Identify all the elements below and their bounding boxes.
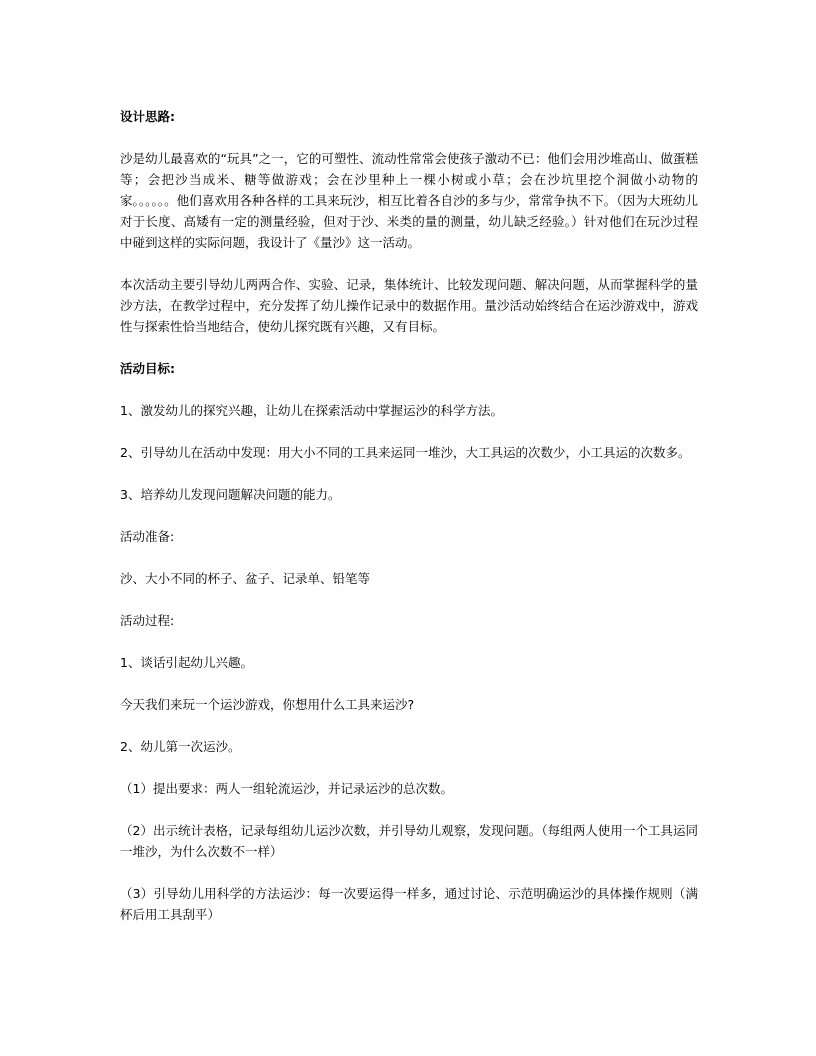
- process-step-1-text: 今天我们来玩一个运沙游戏，你想用什么工具来运沙?: [120, 697, 415, 712]
- goal-item-1: 1、激发幼儿的探究兴趣，让幼儿在探索活动中掌握运沙的科学方法。: [120, 403, 503, 418]
- process-step-1: 1、谈话引起幼儿兴趣。: [120, 655, 253, 670]
- process-step-2: 2、幼儿第一次运沙。: [120, 739, 241, 754]
- process-step-2-b: （2）出示统计表格，记录每组幼儿运沙次数，并引导幼儿观察，发现问题。（每组两人使用一个工具运同一堆沙，为什么次数不一样）: [120, 823, 698, 859]
- design-paragraph-1: 沙是幼儿最喜欢的“玩具”之一，它的可塑性、流动性常常会使孩子激动不已：他们会用沙堆高山、做蛋糕等；会把沙当成米、糖等做游戏；会在沙里种上一棵小树或小草；会在沙坑里挖个洞做小动物的家。。。。。。他们喜欢用各种各样的工具来玩沙，相互比着各自沙的多与少，常常争执不下。（因为大班幼儿对于长度、高矮有一定的测量经验，但对于沙、米类的量的测量，幼儿缺乏经验。）针对他们在玩沙过程中碰到这样的实际问题，我设计了《量沙》这一活动。: [120, 151, 698, 250]
- design-heading: 设计思路:: [120, 109, 175, 124]
- process-step-2-a: （1）提出要求：两人一组轮流运沙，并记录运沙的总次数。: [120, 781, 453, 796]
- process-label: 活动过程:: [120, 613, 175, 628]
- goal-item-3: 3、培养幼儿发现问题解决问题的能力。: [120, 487, 341, 502]
- process-step-2-c: （3）引导幼儿用科学的方法运沙：每一次要运得一样多，通过讨论、示范明确运沙的具体操作规则（满杯后用工具刮平）: [120, 886, 698, 922]
- preparation-items: 沙、大小不同的杯子、盆子、记录单、铅笔等: [120, 571, 371, 586]
- goal-item-2: 2、引导幼儿在活动中发现：用大小不同的工具来运同一堆沙，大工具运的次数少，小工具运的次数多。: [120, 445, 691, 460]
- preparation-label: 活动准备:: [120, 529, 175, 544]
- goals-heading: 活动目标:: [120, 361, 175, 376]
- design-paragraph-2: 本次活动主要引导幼儿两两合作、实验、记录，集体统计、比较发现问题、解决问题，从而掌握科学的量沙方法，在教学过程中，充分发挥了幼儿操作记录中的数据作用。量沙活动始终结合在运沙游戏中，游戏性与探索性恰当地结合，使幼儿探究既有兴趣，又有目标。: [120, 277, 698, 334]
- document-page: [120, 106, 698, 925]
